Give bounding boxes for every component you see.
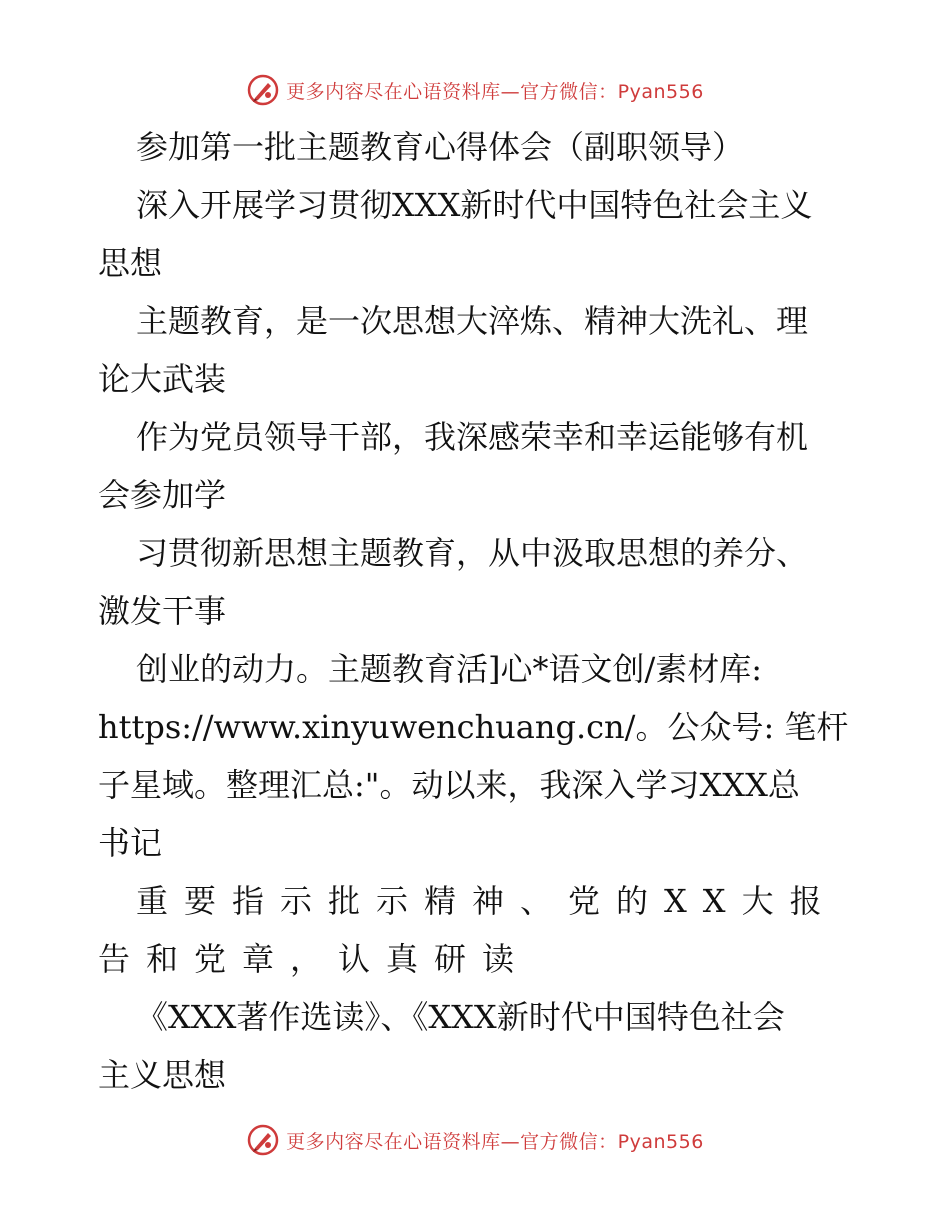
text-line: 会参加学: [98, 476, 227, 514]
document-title: 参加第一批主题教育心得体会（副职领导）: [136, 128, 745, 166]
text-line: 习贯彻新思想主题教育，从中汲取思想的养分、: [136, 534, 809, 572]
text-line: 论大武装: [98, 360, 227, 398]
pen-logo-icon: [246, 1123, 280, 1157]
pen-logo-icon: [246, 73, 280, 107]
text-line: 思想: [98, 244, 163, 282]
text-line: 主题教育，是一次思想大淬炼、精神大洗礼、理: [136, 302, 809, 340]
watermark-text: 更多内容尽在心语资料库—官方微信：Pyan556: [286, 1130, 704, 1153]
text-line: 深入开展学习贯彻XXX新时代中国特色社会主义: [136, 186, 813, 224]
text-line: 书记: [98, 824, 163, 862]
text-line: 作为党员领导干部，我深感荣幸和幸运能够有机: [136, 418, 809, 456]
text-line: 激发干事: [98, 592, 227, 630]
document-body: [98, 118, 850, 1104]
text-line: https://www.xinyuwenchuang.cn/。公众号: 笔杆: [98, 708, 849, 746]
text-line: 告和党章，认真研读: [98, 940, 531, 978]
text-line: 子星域。整理汇总:"。动以来，我深入学习XXX总: [98, 766, 800, 804]
text-line: 创业的动力。主题教育活]心*语文创/素材库:: [136, 650, 763, 688]
header-watermark: [0, 70, 950, 110]
text-line: 《XXX著作选读》、《XXX新时代中国特色社会: [136, 998, 785, 1036]
text-line: 主义思想: [98, 1056, 227, 1094]
watermark-text: 更多内容尽在心语资料库—官方微信：Pyan556: [286, 80, 704, 103]
footer-watermark: [0, 1120, 950, 1160]
text-line: 重要指示批示精神、党的XX大报: [136, 882, 838, 920]
